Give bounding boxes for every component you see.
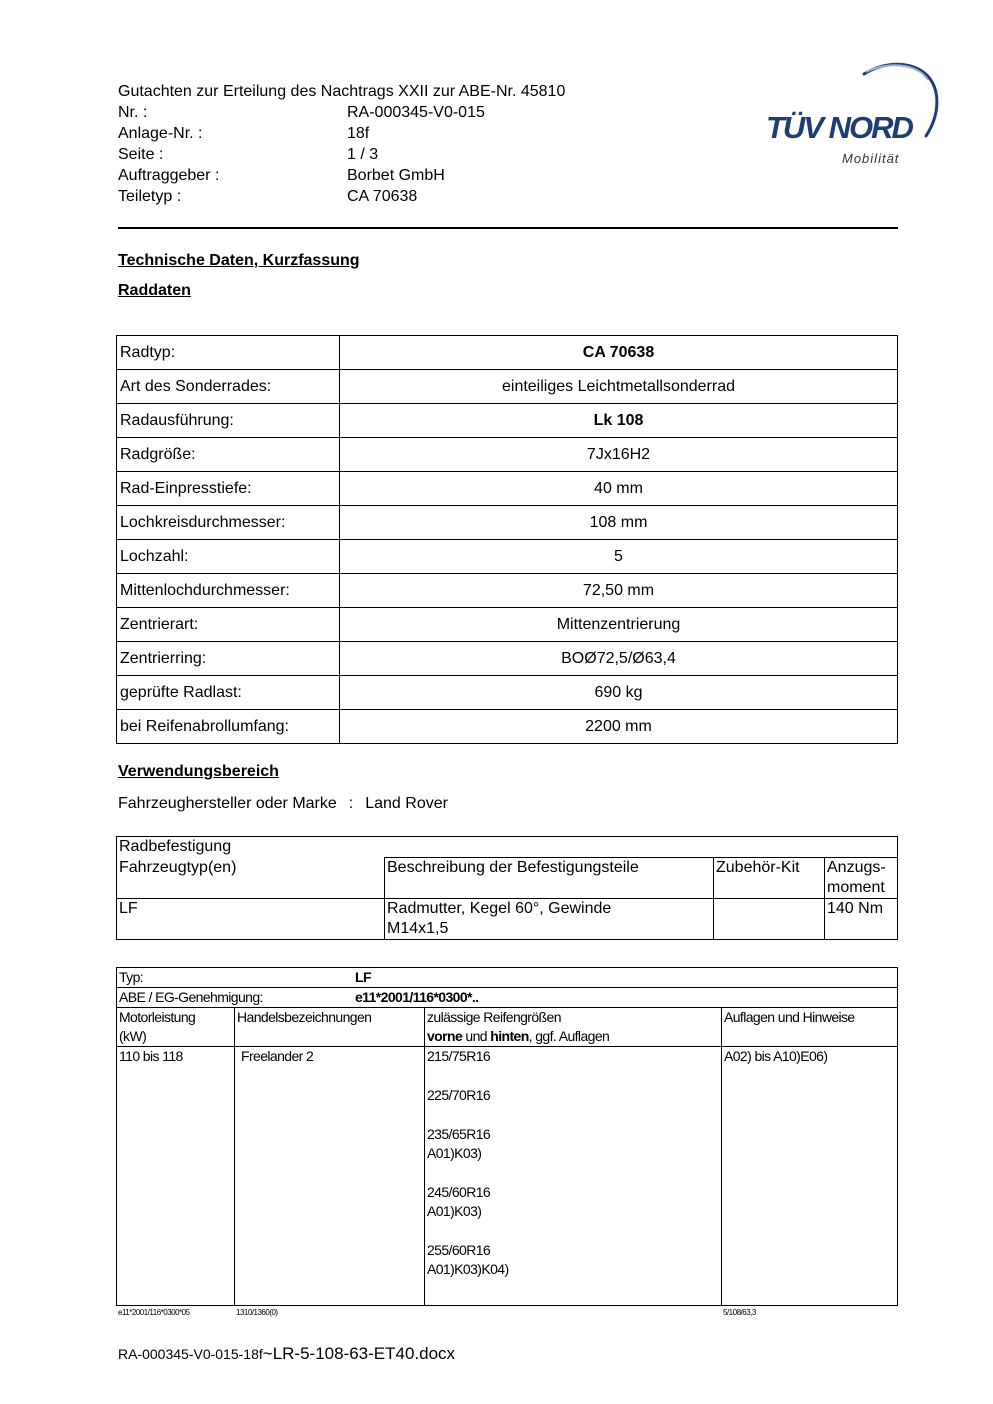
- tyre-note: A01)K03): [427, 1145, 482, 1161]
- header-divider: [118, 227, 898, 229]
- header-value: CA 70638: [347, 188, 418, 205]
- column-header: Auflagen und Hinweise: [722, 1008, 898, 1047]
- logo-subtitle: Mobilität: [842, 151, 900, 166]
- table-cell-value: 7Jx16H2: [340, 438, 898, 472]
- table-cell-label: Lochzahl:: [117, 540, 340, 574]
- header-label: Nr. :: [118, 104, 148, 121]
- befestigung-title: Radbefestigung: [117, 837, 898, 858]
- report-title: Gutachten zur Erteilung des Nachtrags XXII zur ABE-Nr. 45810: [118, 83, 566, 100]
- footer-code-2: 1310/1360(0): [236, 1308, 278, 1317]
- table-cell-label: geprüfte Radlast:: [117, 676, 340, 710]
- column-header: Beschreibung der Befestigungsteile: [385, 858, 714, 899]
- typ-label: Typ:: [119, 969, 144, 985]
- table-row: [117, 336, 898, 370]
- footer-code-1: e11*2001/116*0300*05: [118, 1308, 190, 1317]
- table-cell-label: Radausführung:: [117, 404, 340, 438]
- table-cell: A02) bis A10)E06): [722, 1047, 898, 1306]
- list-item: [427, 1183, 719, 1221]
- filename-suffix: ~LR-5-108-63-ET40.docx: [262, 1344, 456, 1363]
- table-cell-value: 5: [340, 540, 898, 574]
- document-filename: [118, 1344, 455, 1364]
- table-row: [117, 837, 898, 858]
- table-cell: 140 Nm: [825, 899, 898, 940]
- header-row-teiletyp: [118, 186, 565, 207]
- abe-row: [117, 988, 898, 1008]
- table-cell-value: Lk 108: [340, 404, 898, 438]
- column-header-reifen: [425, 1008, 722, 1047]
- usage-separator: :: [348, 795, 354, 812]
- list-item: [427, 1086, 719, 1105]
- table-row: [117, 642, 898, 676]
- header-vorne: vorne: [427, 1028, 463, 1044]
- tyre-size: 235/65R16: [427, 1126, 491, 1142]
- abe-label: ABE / EG-Genehmigung:: [119, 989, 263, 1005]
- abe-value: e11*2001/116*0300*..: [355, 989, 479, 1005]
- table-cell-label: Mittenlochdurchmesser:: [117, 574, 340, 608]
- table-cell-label: Radgröße:: [117, 438, 340, 472]
- header-row-auftraggeber: [118, 165, 565, 186]
- table-cell-label: Art des Sonderrades:: [117, 370, 340, 404]
- table-cell-label: Zentrierart:: [117, 608, 340, 642]
- table-cell-label: Radtyp:: [117, 336, 340, 370]
- table-cell-value: BOØ72,5/Ø63,4: [340, 642, 898, 676]
- tuv-nord-logo: [766, 60, 946, 170]
- header-row-seite: [118, 144, 565, 165]
- header-hinten: hinten: [490, 1028, 529, 1044]
- list-item: [427, 1125, 719, 1163]
- table-header-row: [117, 858, 898, 899]
- table-cell-label: bei Reifenabrollumfang:: [117, 710, 340, 744]
- table-cell: Freelander 2: [235, 1047, 425, 1306]
- table-cell-value: Mittenzentrierung: [340, 608, 898, 642]
- table-cell-label: Zentrierring:: [117, 642, 340, 676]
- tyre-size: 225/70R16: [427, 1087, 491, 1103]
- befestigung-table: [116, 836, 898, 940]
- list-item: [427, 1241, 719, 1279]
- raddaten-table: [116, 335, 898, 744]
- table-row: [117, 540, 898, 574]
- header-value: 18f: [347, 125, 370, 142]
- table-cell-value: 108 mm: [340, 506, 898, 540]
- header-auflagen-suffix: , ggf. Auflagen: [528, 1028, 610, 1044]
- table-row: [117, 676, 898, 710]
- usage-label: Fahrzeughersteller oder Marke: [118, 795, 337, 812]
- table-row: [117, 988, 898, 1008]
- header-row-anlage: [118, 123, 565, 144]
- header-row-nr: [118, 102, 565, 123]
- tyre-note: A01)K03): [427, 1203, 482, 1219]
- header-value: RA-000345-V0-015: [347, 104, 485, 121]
- section-title-raddaten: Raddaten: [118, 282, 191, 299]
- tyre-note: A01)K03)K04): [427, 1261, 509, 1277]
- table-cell: LF: [117, 899, 385, 940]
- table-row: [117, 506, 898, 540]
- document-header: [118, 81, 565, 207]
- table-row: [117, 899, 898, 940]
- header-value: 1 / 3: [347, 146, 379, 163]
- table-row: [117, 1047, 898, 1306]
- header-label: Seite :: [118, 146, 164, 163]
- typ-value: LF: [355, 969, 371, 985]
- table-cell-value: einteiliges Leichtmetallsonderrad: [340, 370, 898, 404]
- table-cell-value: 690 kg: [340, 676, 898, 710]
- usage-value: Land Rover: [365, 795, 448, 812]
- table-row: [117, 574, 898, 608]
- header-value: Borbet GmbH: [347, 167, 445, 184]
- table-row: [117, 710, 898, 744]
- table-cell: Radmutter, Kegel 60°, Gewinde M14x1,5: [385, 899, 714, 940]
- filename-prefix: RA-000345-V0-015-18f: [118, 1346, 263, 1362]
- typ-table: [116, 967, 898, 1306]
- header-label: Teiletyp :: [118, 188, 182, 205]
- section-title-verwendung: Verwendungsbereich: [118, 763, 279, 780]
- column-header: Zubehör-Kit: [714, 858, 825, 899]
- section-title-tech: Technische Daten, Kurzfassung: [118, 252, 360, 269]
- tyre-size: 255/60R16: [427, 1242, 491, 1258]
- table-row: [117, 438, 898, 472]
- table-row: [117, 404, 898, 438]
- table-cell-label: Lochkreisdurchmesser:: [117, 506, 340, 540]
- column-header-sub: [427, 1027, 719, 1046]
- table-cell: 110 bis 118: [117, 1047, 235, 1306]
- table-row: [117, 370, 898, 404]
- table-cell-value: 40 mm: [340, 472, 898, 506]
- list-item: [427, 1047, 719, 1066]
- table-row: [117, 608, 898, 642]
- table-header-row: [117, 1008, 898, 1047]
- tyre-size: 245/60R16: [427, 1184, 491, 1200]
- column-header: zulässige Reifengrößen: [427, 1009, 561, 1025]
- column-header: Anzugs- moment: [825, 858, 898, 899]
- typ-row: [117, 968, 898, 988]
- logo-wordmark: TÜV NORD: [766, 110, 912, 145]
- tyre-size: 215/75R16: [427, 1048, 491, 1064]
- column-header: Motorleistung (kW): [117, 1008, 235, 1047]
- table-cell-value: 72,50 mm: [340, 574, 898, 608]
- table-cell: [714, 899, 825, 940]
- table-row: [117, 472, 898, 506]
- footer-code-3: 5/108/63,3: [723, 1308, 756, 1317]
- table-cell-value: 2200 mm: [340, 710, 898, 744]
- header-label: Anlage-Nr. :: [118, 125, 203, 142]
- table-cell-label: Rad-Einpresstiefe:: [117, 472, 340, 506]
- table-row: [117, 968, 898, 988]
- header-label: Auftraggeber :: [118, 167, 220, 184]
- usage-line: [118, 795, 448, 813]
- column-header: Fahrzeugtyp(en): [117, 858, 385, 899]
- tyre-list: [425, 1047, 722, 1306]
- header-und: und: [462, 1028, 491, 1044]
- column-header: Handelsbezeichnungen: [235, 1008, 425, 1047]
- table-cell-value: CA 70638: [340, 336, 898, 370]
